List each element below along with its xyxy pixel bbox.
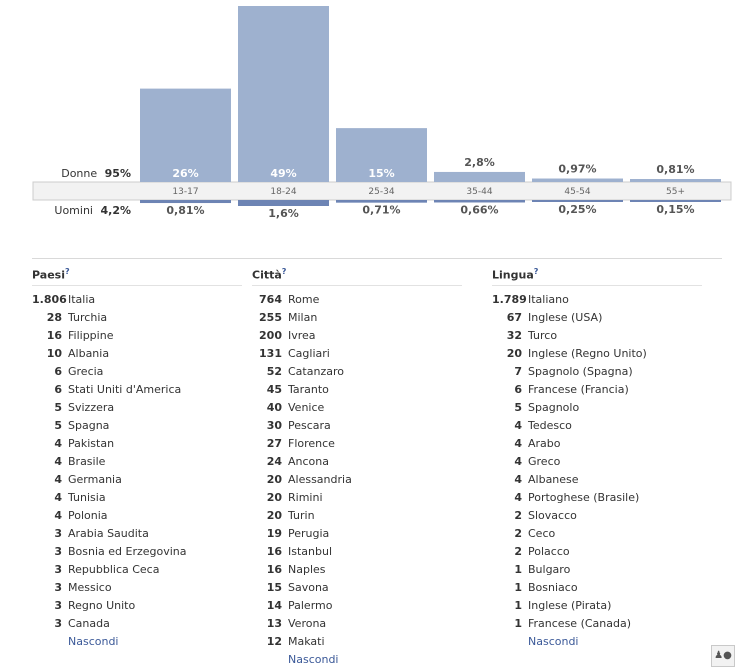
item-count: 3	[54, 599, 62, 612]
item-count: 2	[514, 545, 522, 558]
item-label: Italia	[68, 293, 96, 306]
item-label: Albania	[68, 347, 110, 360]
men-value-label: 0,81%	[166, 204, 205, 218]
list-item	[492, 507, 702, 525]
item-count: 28	[46, 311, 62, 324]
item-count: 1.789	[492, 293, 527, 306]
item-label: Turin	[288, 509, 315, 522]
list-item	[252, 399, 462, 417]
item-label: Regno Unito	[68, 599, 136, 612]
list-item	[32, 561, 242, 579]
item-count: 7	[514, 365, 522, 378]
item-count: 16	[266, 545, 282, 558]
list-item	[252, 633, 462, 651]
men-series-name: Uomini	[54, 204, 93, 217]
countries-header	[32, 267, 242, 286]
list-item	[32, 471, 242, 489]
list-item	[32, 453, 242, 471]
list-item	[492, 435, 702, 453]
item-count: 30	[266, 419, 282, 432]
item-count: 6	[514, 383, 522, 396]
men-value-label: 0,15%	[656, 203, 695, 216]
item-label: Albanese	[528, 473, 579, 486]
women-bar-45-54	[532, 179, 623, 182]
item-label: Francese (Canada)	[528, 617, 632, 630]
women-total: 95%	[104, 167, 131, 180]
list-item	[252, 417, 462, 435]
item-label: Spagnolo (Spagna)	[528, 365, 633, 378]
item-count: 3	[54, 581, 62, 594]
age-tick-label: 35-44	[466, 187, 493, 197]
list-item	[492, 309, 702, 327]
item-count: 20	[266, 473, 282, 486]
age-tick-label: 18-24	[270, 187, 297, 197]
item-label: Florence	[288, 437, 335, 450]
cities-column	[252, 267, 462, 669]
men-bar-18-24	[238, 200, 329, 206]
men-bar-45-54	[532, 200, 623, 202]
item-label: Turchia	[68, 311, 108, 324]
item-count: 52	[266, 365, 282, 378]
item-label: Brasile	[68, 455, 106, 468]
item-count: 16	[266, 563, 282, 576]
men-bar-55+	[630, 200, 721, 202]
item-count: 45	[266, 383, 282, 396]
item-count: 4	[54, 509, 62, 522]
item-label: Makati	[288, 635, 325, 648]
item-label: Pescara	[288, 419, 331, 432]
list-item	[32, 345, 242, 363]
item-count: 1	[514, 599, 522, 612]
men-legend-label	[54, 204, 131, 217]
item-count: 3	[54, 617, 62, 630]
item-label: Stati Uniti d'America	[68, 383, 182, 396]
item-label: Grecia	[68, 365, 104, 378]
women-value-label: 2,8%	[464, 155, 495, 169]
item-count: 20	[266, 491, 282, 504]
list-item	[252, 453, 462, 471]
item-count: 4	[514, 491, 522, 504]
item-label: Pakistan	[68, 437, 115, 450]
item-count: 20	[266, 509, 282, 522]
item-label: Inglese (USA)	[528, 311, 603, 324]
item-count: 19	[266, 527, 282, 540]
list-item	[252, 327, 462, 345]
item-label: Greco	[528, 455, 561, 468]
list-item	[32, 417, 242, 435]
item-count: 5	[54, 419, 62, 432]
men-bar-13-17	[140, 200, 231, 203]
item-label: Repubblica Ceca	[68, 563, 160, 576]
countries-column	[32, 267, 242, 651]
countries-list	[32, 291, 242, 633]
item-count: 1	[514, 563, 522, 576]
list-item	[32, 525, 242, 543]
item-label: Venice	[288, 401, 325, 414]
list-item	[492, 363, 702, 381]
list-item	[252, 543, 462, 561]
age-tick-label: 55+	[666, 187, 685, 197]
list-item	[492, 327, 702, 345]
item-count: 4	[514, 473, 522, 486]
item-label: Spagnolo	[528, 401, 580, 414]
item-count: 1	[514, 617, 522, 630]
list-item	[32, 507, 242, 525]
item-count: 14	[266, 599, 282, 612]
list-item	[252, 291, 462, 309]
item-count: 67	[506, 311, 522, 324]
women-value-label: 0,81%	[656, 163, 695, 176]
item-label: Bosniaco	[528, 581, 578, 594]
list-item	[32, 543, 242, 561]
list-item	[252, 507, 462, 525]
item-label: Tedesco	[528, 419, 572, 432]
item-count: 4	[54, 455, 62, 468]
list-item	[32, 363, 242, 381]
list-item	[492, 561, 702, 579]
item-count: 32	[506, 329, 522, 342]
list-item	[492, 489, 702, 507]
men-value-label: 0,71%	[362, 203, 401, 217]
item-count: 6	[54, 365, 62, 378]
item-count: 4	[514, 437, 522, 450]
item-label: Spagna	[68, 419, 110, 432]
men-value-label: 0,25%	[558, 203, 597, 216]
countries-help-icon[interactable]: ?	[64, 267, 70, 276]
women-legend-label	[61, 167, 131, 180]
list-item	[492, 543, 702, 561]
item-count: 15	[266, 581, 282, 594]
item-label: Messico	[68, 581, 112, 594]
item-count: 6	[54, 383, 62, 396]
list-item	[492, 453, 702, 471]
languages-header	[492, 267, 702, 286]
item-count: 5	[514, 401, 522, 414]
list-item	[252, 471, 462, 489]
list-item	[32, 489, 242, 507]
list-item	[492, 579, 702, 597]
item-label: Ancona	[288, 455, 329, 468]
item-label: Arabo	[528, 437, 561, 450]
men-value-label: 1,6%	[268, 207, 299, 220]
item-count: 200	[259, 329, 282, 342]
item-count: 131	[259, 347, 282, 360]
list-item	[252, 363, 462, 381]
item-count: 12	[266, 635, 282, 648]
languages-column	[492, 267, 702, 651]
list-item	[252, 489, 462, 507]
item-count: 4	[514, 419, 522, 432]
languages-help-icon[interactable]: ?	[533, 267, 539, 276]
list-item	[252, 435, 462, 453]
item-label: Palermo	[288, 599, 333, 612]
item-label: Savona	[288, 581, 329, 594]
list-item	[492, 417, 702, 435]
item-count: 4	[54, 473, 62, 486]
women-value-label: 0,97%	[558, 162, 597, 176]
list-item	[32, 381, 242, 399]
men-bar-25-34	[336, 200, 427, 203]
item-label: Slovacco	[528, 509, 577, 522]
item-label: Canada	[68, 617, 110, 630]
list-item	[252, 381, 462, 399]
women-bar-35-44	[434, 172, 525, 182]
item-label: Francese (Francia)	[528, 383, 629, 396]
list-item	[492, 597, 702, 615]
item-count: 4	[54, 437, 62, 450]
item-count: 255	[259, 311, 282, 324]
countries-hide-link[interactable]: Nascondi	[68, 635, 119, 648]
item-count: 2	[514, 509, 522, 522]
women-value-label: 26%	[172, 167, 199, 180]
list-item	[492, 381, 702, 399]
men-value-label: 0,66%	[460, 203, 499, 217]
item-label: Milan	[288, 311, 318, 324]
item-label: Bulgaro	[528, 563, 571, 576]
item-label: Bosnia ed Erzegovina	[68, 545, 187, 558]
languages-title: Lingua	[492, 268, 534, 282]
item-count: 1.806	[32, 293, 67, 306]
item-label: Tunisia	[68, 491, 106, 504]
languages-list	[492, 291, 702, 633]
women-value-label: 49%	[270, 167, 297, 180]
men-bar-35-44	[434, 200, 525, 202]
list-item	[492, 399, 702, 417]
list-item	[32, 615, 242, 633]
section-divider	[32, 258, 722, 259]
item-label: Italiano	[528, 293, 569, 306]
list-item	[32, 579, 242, 597]
item-label: Istanbul	[288, 545, 333, 558]
cities-list	[252, 291, 462, 651]
item-count: 13	[266, 617, 282, 630]
item-label: Rome	[288, 293, 320, 306]
list-item	[492, 525, 702, 543]
list-item	[32, 597, 242, 615]
item-label: Alessandria	[288, 473, 352, 486]
item-count: 4	[514, 455, 522, 468]
item-label: Polonia	[68, 509, 108, 522]
item-label: Catanzaro	[288, 365, 344, 378]
item-count: 20	[506, 347, 522, 360]
item-count: 24	[266, 455, 282, 468]
age-tick-label: 13-17	[172, 187, 199, 197]
item-count: 764	[259, 293, 282, 306]
item-count: 5	[54, 401, 62, 414]
item-label: Polacco	[528, 545, 570, 558]
list-item	[492, 615, 702, 633]
item-count: 16	[46, 329, 62, 342]
list-item	[252, 525, 462, 543]
item-label: Taranto	[288, 383, 329, 396]
item-count: 10	[46, 347, 62, 360]
women-bar-55+	[630, 179, 721, 182]
item-label: Cagliari	[288, 347, 330, 360]
item-count: 40	[266, 401, 282, 414]
list-item	[252, 615, 462, 633]
item-label: Turco	[528, 329, 558, 342]
item-label: Filippine	[68, 329, 114, 342]
list-item	[252, 345, 462, 363]
item-label: Perugia	[288, 527, 330, 540]
list-item	[252, 579, 462, 597]
item-label: Naples	[288, 563, 326, 576]
age-gender-chart	[0, 0, 737, 240]
item-label: Rimini	[288, 491, 323, 504]
item-count: 4	[54, 491, 62, 504]
item-count: 3	[54, 545, 62, 558]
item-count: 1	[514, 581, 522, 594]
item-label: Ceco	[528, 527, 556, 540]
item-count: 2	[514, 527, 522, 540]
list-item	[252, 561, 462, 579]
cities-help-icon[interactable]: ?	[281, 267, 287, 276]
countries-title: Paesi	[32, 268, 65, 282]
women-value-label: 15%	[368, 167, 395, 180]
list-item	[32, 435, 242, 453]
item-label: Verona	[288, 617, 327, 630]
men-total: 4,2%	[100, 204, 131, 217]
item-label: Arabia Saudita	[68, 527, 149, 540]
list-item	[32, 327, 242, 345]
list-item	[492, 345, 702, 363]
item-count: 27	[266, 437, 282, 450]
list-item	[492, 471, 702, 489]
people-icon[interactable]: ♟●	[711, 645, 735, 667]
list-item	[252, 597, 462, 615]
item-label: Germania	[68, 473, 122, 486]
age-tick-label: 25-34	[368, 187, 395, 197]
item-count: 3	[54, 563, 62, 576]
cities-hide-link[interactable]: Nascondi	[288, 653, 339, 666]
item-label: Ivrea	[288, 329, 316, 342]
list-item	[32, 399, 242, 417]
list-item	[252, 309, 462, 327]
languages-hide-link[interactable]: Nascondi	[528, 635, 579, 648]
cities-header	[252, 267, 462, 286]
age-tick-label: 45-54	[564, 187, 591, 197]
women-series-name: Donne	[61, 167, 98, 180]
cities-title: Città	[252, 268, 282, 282]
item-label: Portoghese (Brasile)	[528, 491, 640, 504]
item-label: Inglese (Pirata)	[528, 599, 612, 612]
women-bar-18-24	[238, 6, 329, 182]
item-count: 3	[54, 527, 62, 540]
list-item	[32, 309, 242, 327]
item-label: Svizzera	[68, 401, 115, 414]
list-item	[492, 291, 702, 309]
item-label: Inglese (Regno Unito)	[528, 347, 647, 360]
list-item	[32, 291, 242, 309]
